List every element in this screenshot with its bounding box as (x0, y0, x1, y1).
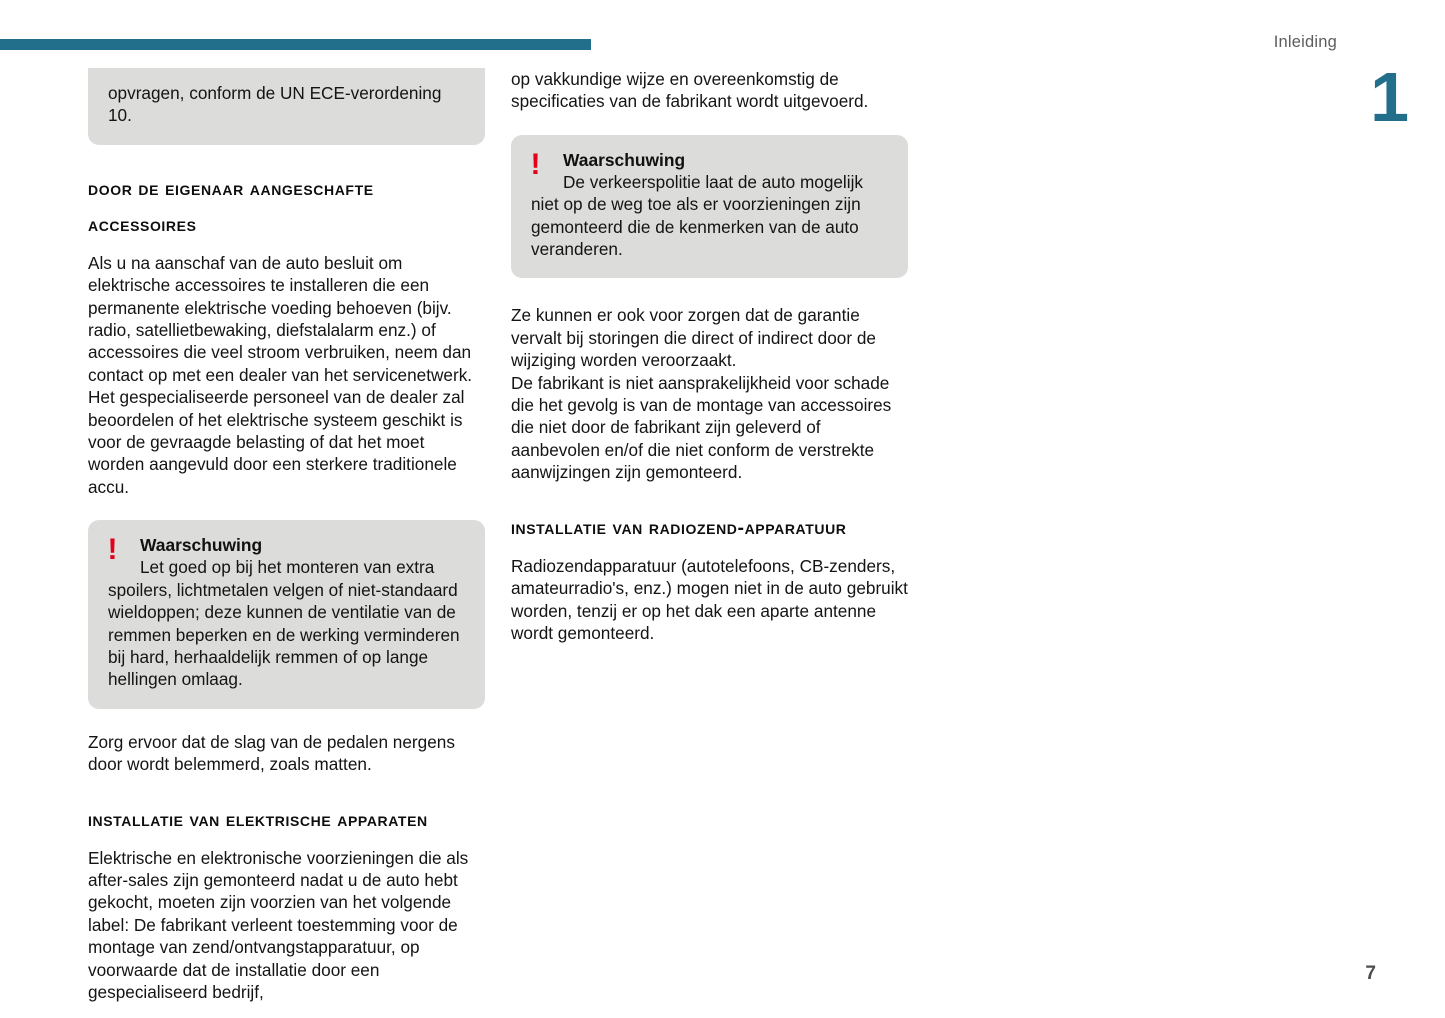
paragraph-vakkundige-wijze: op vakkundige wijze en overeenkomstig de specificaties van de fabrikant wordt uitgevoerd. (511, 69, 869, 112)
warning-box-spoilers (88, 520, 485, 708)
chapter-number: 1 (1370, 58, 1407, 136)
warning-exclamation-icon: ! (530, 147, 541, 181)
warning-box-verkeerspolitie (511, 135, 908, 279)
column-left (88, 68, 485, 1003)
warning-box-title: Waarschuwing (563, 149, 686, 170)
warning-exclamation-icon: ! (107, 533, 118, 567)
running-header-title: Inleiding (1273, 33, 1337, 51)
warning-box-text: De verkeerspolitie laat de auto mogelijk niet op de weg toe als er voorzieningen zijn gemonteerd die de kenmerken van de auto veranderen. (531, 171, 863, 260)
paragraph-pedalen: Zorg ervoor dat de slag van de pedalen nergens door wordt belemmerd, zoals matten. (88, 731, 455, 775)
warning-box-text: Let goed op bij het monteren van extra spoilers, lichtmetalen velgen of niet-standaard wieldoppen; deze kunnen de ventilatie van de remmen beperken en de werking verminderen bij hard, herhaaldelijk remmen of op lange hellingen omlaag. (108, 557, 460, 690)
paragraph-radiozendapparatuur: Radiozendapparatuur (autotelefoons, CB-zenders, amateurradio's, enz.) mogen niet in de auto gebruikt worden, tenzij er op het dak een aparte antenne wordt gemonteerd. (511, 555, 908, 643)
paragraph-aansprakelijkheid: De fabrikant is niet aansprakelijkheid voor schade die het gevolg is van de montage van accessoires die niet door de fabrikant zijn geleverd of aanbevolen en/of die niet conform de verstrekte aanwijzingen zijn gemonteerd. (511, 372, 892, 483)
paragraph-accessoires-intro: Als u na aanschaf van de auto besluit om elektrische accessoires te installeren die een permanente elektrische voeding behoeven (bijv. radio, satellietbewaking, diefstalalarm enz.) of accessoires die veel stroom verbruiken, neem dan contact op met een dealer van het servicenetwerk. Het gespecialiseerde personeel van de dealer zal beoordelen of het elektrische systeem geschikt is voor de gevraagde belasting of dat het moet worden aangevuld door een sterkere traditionele accu. (88, 252, 473, 497)
paragraph-elektrische-apparaten: Elektrische en elektronische voorzieningen die als after-sales zijn gemonteerd nadat u de auto hebt gekocht, moeten zijn voorzien van het volgende label: De fabrikant verleent toestemming voor de montage van zend/ontvangstapparatuur, op voorwaarde dat de installatie door een gespecialiseerd bedrijf, (88, 847, 469, 1002)
page-number: 7 (1365, 963, 1376, 984)
heading-installatie-van-elektrische-apparaten: installatie van elektrische apparaten (88, 808, 428, 831)
column-right (511, 68, 908, 644)
heading-installatie-van-radiozendapparatuur: installatie van radiozend-apparatuur (511, 516, 847, 539)
paragraph-garantie: Ze kunnen er ook voor zorgen dat de garantie vervalt bij storingen die direct of indirect door de wijziging worden veroorzaakt. (511, 305, 876, 371)
header-accent-bar (0, 39, 591, 50)
continuation-box-text: opvragen, conform de UN ECE-verordening 10. (108, 83, 442, 126)
continuation-box (88, 68, 485, 145)
warning-box-title: Waarschuwing (140, 535, 263, 556)
page-body (88, 68, 913, 1002)
heading-door-de-eigenaar-aangeschafte-accessoires: door de eigenaar aangeschafte accessoires (88, 177, 374, 236)
